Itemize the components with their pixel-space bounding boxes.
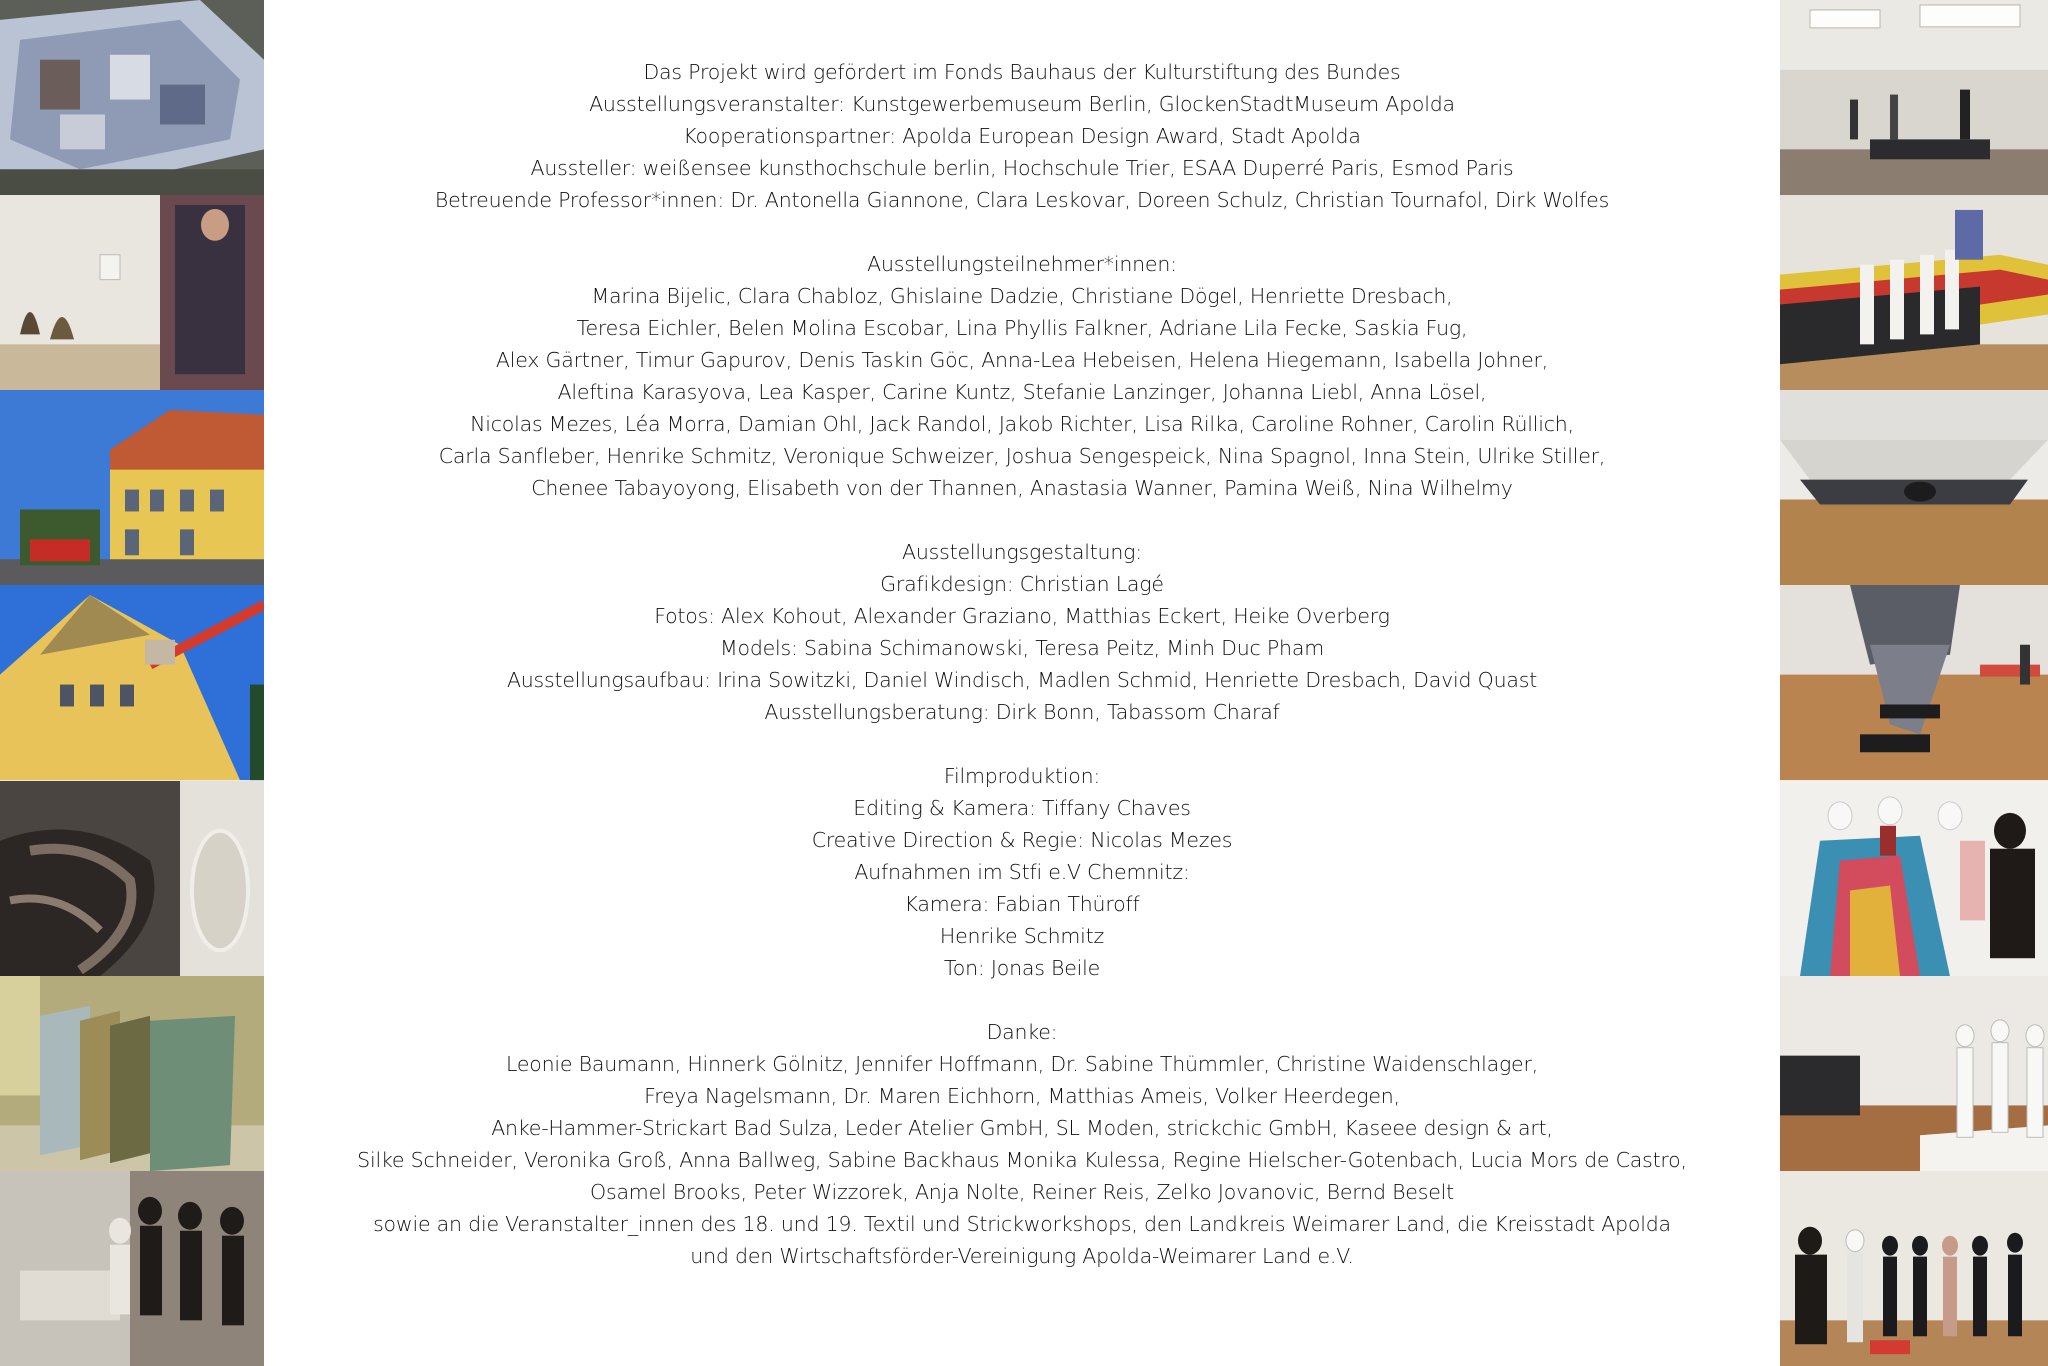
credit-line: und den Wirtschaftsförder-Vereinigung Apolda-Weimarer Land e.V. — [690, 1244, 1354, 1268]
left-photo-strip — [0, 0, 264, 1366]
photo-dressing-mannequins — [1780, 1171, 2048, 1366]
section-heading: Danke: — [986, 1020, 1058, 1044]
credit-line: Nicolas Mezes, Léa Morra, Damian Ohl, Jack Randol, Jakob Richter, Lisa Rilka, Caroline Rohner, Carolin Rüllich, — [470, 412, 1574, 436]
photo-yellow-museum-building — [0, 390, 264, 585]
credit-line: Anke-Hammer-Strickart Bad Sulza, Leder Atelier GmbH, SL Moden, strickchic GmbH, Kaseee design & art, — [491, 1116, 1553, 1140]
credit-line: Ausstellungsberatung: Dirk Bonn, Tabassom Charaf — [764, 700, 1280, 724]
credit-line: Henrike Schmitz — [939, 924, 1105, 948]
photo-bells-and-fashion-print — [0, 195, 264, 390]
credit-line: Ton: Jonas Beile — [943, 956, 1101, 980]
section-heading: Ausstellungsteilnehmer*innen: — [867, 252, 1177, 276]
credit-line: Models: Sabina Schimanowski, Teresa Peitz, Minh Duc Pham — [719, 636, 1324, 660]
photo-platform-installation — [1780, 390, 2048, 585]
photo-colorful-garment-display — [1780, 781, 2048, 976]
credit-line: Editing & Kamera: Tiffany Chaves — [853, 796, 1191, 820]
credit-line: Aussteller: weißensee kunsthochschule berlin, Hochschule Trier, ESAA Duperré Paris, Esmod Paris — [530, 156, 1514, 180]
credit-line: Aufnahmen im Stfi e.V Chemnitz: — [854, 860, 1190, 884]
credit-line: Marina Bijelic, Clara Chabloz, Ghislaine Dadzie, Christiane Dögel, Henriette Dresbach, — [591, 284, 1453, 308]
credit-line: Creative Direction & Regie: Nicolas Mezes — [811, 828, 1233, 852]
photo-gallery-ceiling-lights — [1780, 0, 2048, 195]
credit-line: Kamera: Fabian Thüroff — [904, 892, 1140, 916]
credit-line: Alex Gärtner, Timur Gapurov, Denis Taskin Göc, Anna-Lea Hebeisen, Helena Hiegemann, Isabella Johner, — [495, 348, 1549, 372]
credit-line: Teresa Eichler, Belen Molina Escobar, Lina Phyllis Falkner, Adriane Lila Fecke, Saskia Fug, — [576, 316, 1468, 340]
credit-line: Grafikdesign: Christian Lagé — [880, 572, 1164, 596]
thanks-section — [264, 1016, 1780, 1272]
photo-mannequins-on-platform — [1780, 195, 2048, 390]
credit-line: Osamel Brooks, Peter Wizzorek, Anja Nolte, Reiner Reis, Zelko Jovanovic, Bernd Beselt — [590, 1180, 1454, 1204]
credits-text — [264, 56, 1780, 1304]
credit-line: sowie an die Veranstalter_innen des 18. und 19. Textil und Strickworkshops, den Landkreis Weimarer Land, die Kreisstadt Apolda — [373, 1212, 1671, 1236]
design-section — [264, 536, 1780, 728]
section-heading: Filmproduktion: — [943, 764, 1101, 788]
photo-mannequin-silhouettes — [0, 1171, 264, 1366]
credit-line: Das Projekt wird gefördert im Fonds Bauhaus der Kulturstiftung des Bundes — [643, 60, 1401, 84]
credit-line: Ausstellungsaufbau: Irina Sowitzki, Daniel Windisch, Madlen Schmid, Henriette Dresbach, David Quast — [506, 668, 1538, 692]
credit-line: Betreuende Professor*innen: Dr. Antonella Giannone, Clara Leskovar, Doreen Schulz, Christian Tournafol, Dirk Wolfes — [434, 188, 1610, 212]
credit-line: Ausstellungsveranstalter: Kunstgewerbemuseum Berlin, GlockenStadtMuseum Apolda — [589, 92, 1455, 116]
credit-line: Aleftina Karasyova, Lea Kasper, Carine Kuntz, Stefanie Lanzinger, Johanna Liebl, Anna Lösel, — [557, 380, 1487, 404]
photo-tower-with-crane — [0, 585, 264, 780]
credit-line: Fotos: Alex Kohout, Alexander Graziano, Matthias Eckert, Heike Overberg — [654, 604, 1390, 628]
funding-section — [264, 56, 1780, 216]
photo-colored-panels — [0, 976, 264, 1171]
photo-white-mannequins — [1780, 976, 2048, 1171]
participants-section — [264, 248, 1780, 504]
credit-line: Carla Sanfleber, Henrike Schmitz, Veronique Schweizer, Joshua Sengespeick, Nina Spagnol, Inna Stein, Ulrike Stiller, — [438, 444, 1606, 468]
credit-line: Freya Nagelsmann, Dr. Maren Eichhorn, Matthias Ameis, Volker Heerdegen, — [644, 1084, 1400, 1108]
photo-staircase-installation — [0, 781, 264, 976]
film-section — [264, 760, 1780, 984]
photo-printed-textile-runway — [1780, 585, 2048, 780]
right-photo-strip — [1780, 0, 2048, 1366]
credit-line: Kooperationspartner: Apolda European Design Award, Stadt Apolda — [683, 124, 1361, 148]
credit-line: Chenee Tabayoyong, Elisabeth von der Thannen, Anastasia Wanner, Pamina Weiß, Nina Wilhelmy — [531, 476, 1513, 500]
credit-line: Silke Schneider, Veronika Groß, Anna Ballweg, Sabine Backhaus Monika Kulessa, Regine Hielscher-Gotenbach, Lucia Mors de Castro, — [357, 1148, 1687, 1172]
credit-line: Leonie Baumann, Hinnerk Gölnitz, Jennifer Hoffmann, Dr. Sabine Thümmler, Christine Waidenschlager, — [505, 1052, 1539, 1076]
photo-fabric-prints-on-ground — [0, 0, 264, 195]
section-heading: Ausstellungsgestaltung: — [902, 540, 1142, 564]
